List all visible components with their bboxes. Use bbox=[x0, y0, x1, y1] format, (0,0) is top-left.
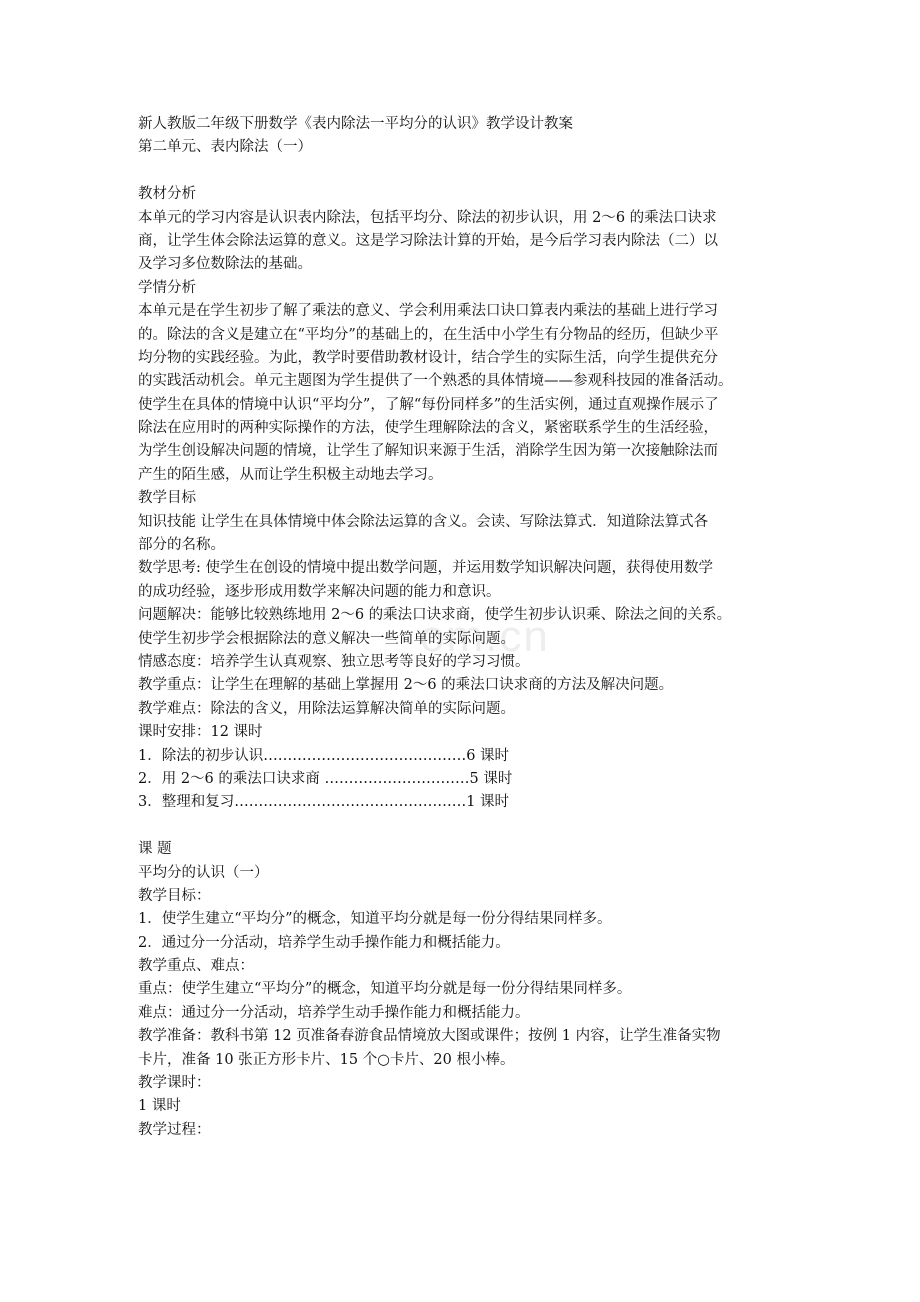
lesson-key-point: 重点：使学生建立“平均分”的概念，知道平均分就是每一份分得结果同样多。 bbox=[138, 981, 632, 998]
paragraph-line: 教学难点：除法的含义，用除法运算解决简单的实际问题。 bbox=[138, 700, 515, 717]
schedule-item: 1．除法的初步认识……………………………………6 课时 bbox=[138, 747, 510, 764]
paragraph-line: 教学重点：让学生在理解的基础上掌握用 2～6 的乘法口诀求商的方法及解决问题。 bbox=[138, 677, 674, 694]
paragraph-line: 部分的名称。 bbox=[138, 537, 225, 554]
paragraph-line: 数学思考: 使学生在创设的情境中提出数学问题，并运用数学知识解决问题，获得使用数学 bbox=[138, 560, 713, 577]
paragraph-line: 的实践活动机会。单元主题图为学生提供了一个熟悉的具体情境——参观科技园的准备活动。 bbox=[138, 373, 733, 390]
lesson-title: 平均分的认识（一） bbox=[138, 864, 269, 881]
paragraph-line: 的成功经验，逐步形成用数学来解决问题的能力和意识。 bbox=[138, 583, 501, 600]
lesson-hours-heading: 教学课时： bbox=[138, 1075, 211, 1092]
paragraph-line: 产生的陌生感，从而让学生积极主动地去学习。 bbox=[138, 466, 443, 483]
lesson-goal-item: 2．通过分一分活动，培养学生动手操作能力和概括能力。 bbox=[138, 934, 510, 951]
lesson-label: 课 题 bbox=[138, 841, 172, 858]
document-page bbox=[138, 113, 790, 1142]
lesson-hours: 1 课时 bbox=[138, 1098, 181, 1115]
lesson-prep-line: 教学准备：教科书第 12 页准备春游食品情境放大图或课件；按例 1 内容，让学生准备实物 bbox=[138, 1028, 721, 1045]
paragraph-line: 及学习多位数除法的基础。 bbox=[138, 256, 312, 273]
paragraph-line: 均分物的实践经验。为此，教学时要借助教材设计，结合学生的实际生活，向学生提供充分 bbox=[138, 349, 718, 366]
schedule-item: 3．整理和复习…………………………………………1 课时 bbox=[138, 794, 510, 811]
paragraph-line: 为学生创设解决问题的情境，让学生了解知识来源于生活，消除学生因为第一次接触除法而 bbox=[138, 443, 718, 460]
paragraph-line: 使学生初步学会根据除法的意义解决一些简单的实际问题。 bbox=[138, 630, 515, 647]
paragraph-line: 使学生在具体的情境中认识“平均分”，了解“每份同样多”的生活实例，通过直观操作展示了 bbox=[138, 396, 719, 413]
paragraph-line: 情感态度：培养学生认真观察、独立思考等良好的学习习惯。 bbox=[138, 653, 530, 670]
section-heading-goals: 教学目标 bbox=[138, 490, 196, 507]
lesson-key-heading: 教学重点、难点： bbox=[138, 958, 254, 975]
section-heading-material: 教材分析 bbox=[138, 186, 196, 203]
section-heading-student: 学情分析 bbox=[138, 279, 196, 296]
paragraph-line: 商，让学生体会除法运算的意义。这是学习除法计算的开始，是今后学习表内除法（二）以 bbox=[138, 232, 718, 249]
lesson-prep-line: 卡片，准备 10 张正方形卡片、15 个○卡片、20 根小棒。 bbox=[138, 1051, 515, 1068]
paragraph-line: 本单元是在学生初步了解了乘法的意义、学会利用乘法口诀口算表内乘法的基础上进行学习 bbox=[138, 303, 718, 320]
lesson-goal-item: 1．使学生建立“平均分”的概念，知道平均分就是每一份分得结果同样多。 bbox=[138, 911, 612, 928]
lesson-process-heading: 教学过程： bbox=[138, 1121, 211, 1138]
paragraph-line: 知识技能 让学生在具体情境中体会除法运算的含义。会读、写除法算式．知道除法算式各 bbox=[138, 513, 709, 530]
lesson-goals-heading: 教学目标： bbox=[138, 887, 211, 904]
paragraph-line: 课时安排：12 课时 bbox=[138, 724, 263, 741]
unit-title: 第二单元、表内除法（一） bbox=[138, 139, 312, 156]
paragraph-line: 问题解决：能够比较熟练地用 2～6 的乘法口诀求商，使学生初步认识乘、除法之间的关系。 bbox=[138, 607, 732, 624]
lesson-key-point: 难点：通过分一分活动，培养学生动手操作能力和概括能力。 bbox=[138, 1004, 530, 1021]
watermark: om.cn bbox=[420, 612, 550, 661]
blank-line bbox=[138, 815, 790, 838]
paragraph-line: 的。除法的含义是建立在“平均分”的基础上的，在生活中小学生有分物品的经历，但缺少平 bbox=[138, 326, 719, 343]
document-title: 新人教版二年级下册数学《表内除法一平均分的认识》教学设计教案 bbox=[138, 116, 573, 132]
paragraph-line: 除法在应用时的两种实际操作的方法，使学生理解除法的含义，紧密联系学生的生活经验， bbox=[138, 420, 718, 437]
schedule-item: 2．用 2～6 的乘法口诀求商 …………………………5 课时 bbox=[138, 770, 513, 787]
paragraph-line: 本单元的学习内容是认识表内除法，包括平均分、除法的初步认识，用 2～6 的乘法口诀求 bbox=[138, 209, 717, 226]
blank-line bbox=[138, 160, 790, 183]
